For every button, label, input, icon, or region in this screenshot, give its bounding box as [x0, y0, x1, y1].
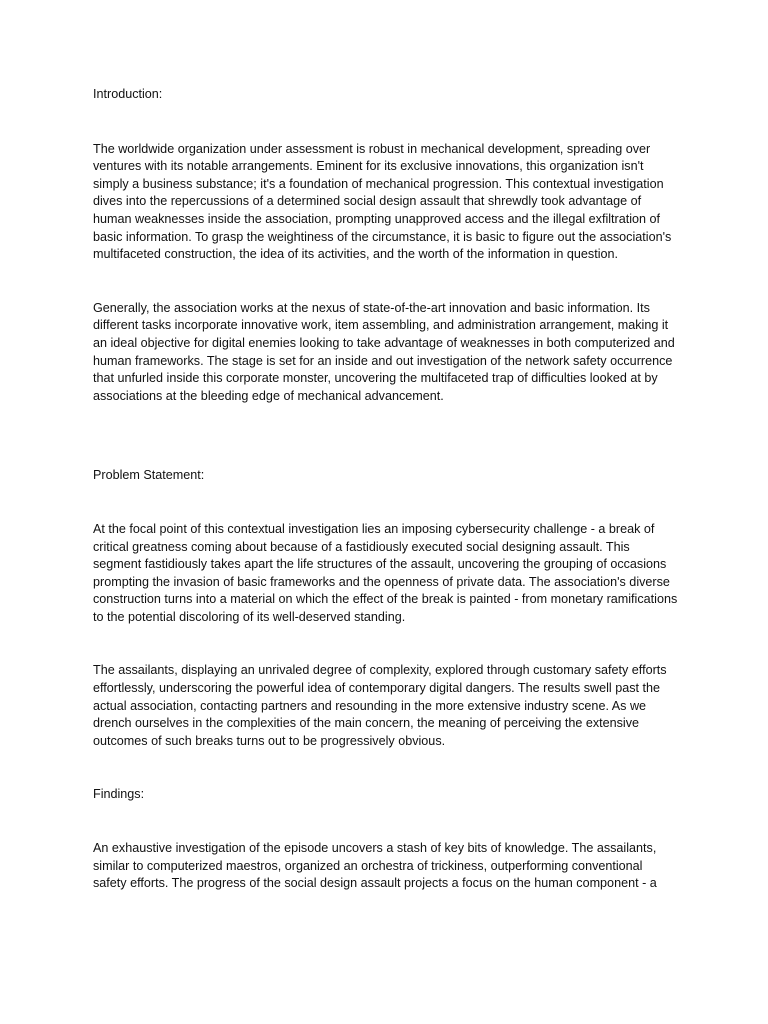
problem-statement-heading: Problem Statement: — [93, 468, 205, 483]
spacer — [93, 405, 679, 467]
findings-paragraph-1: An exhaustive investigation of the episode uncovers a stash of key bits of knowledge. The assailants, similar to computerized maestros, organized an orchestra of trickiness, outperforming conventional safety efforts. The progress of the social design assault projects a focus on the human component - a — [93, 841, 657, 891]
document-body — [93, 86, 679, 893]
problem-paragraph-1: At the focal point of this contextual investigation lies an imposing cybersecurity challenge - a break of critical greatness coming about because of a fastidiously executed social designing assault. This segment fastidiously takes apart the life structures of the assault, uncovering the grouping of occasions prompting the invasion of basic frameworks and the openness of private data. The association's diverse construction turns into a material on which the effect of the break is painted - from monetary ramifications to the potential discoloring of its well-deserved standing. — [93, 521, 678, 624]
spacer — [93, 626, 679, 662]
spacer — [93, 264, 679, 300]
introduction-heading: Introduction: — [93, 87, 163, 101]
problem-paragraph-2: The assailants, displaying an unrivaled degree of complexity, explored through customary safety efforts effortlessly, underscoring the powerful idea of contemporary digital dangers. The results swell past the actual association, contacting partners and resounding in the more extensive industry scene. As we drench ourselves in the complexities of the main concern, the meaning of perceiving the extensive outcomes of such breaks turns out to be progressively obvious. — [93, 663, 667, 748]
spacer — [93, 750, 679, 786]
spacer — [93, 485, 679, 521]
spacer — [93, 804, 679, 840]
spacer — [93, 104, 679, 141]
introduction-paragraph-2: Generally, the association works at the nexus of state-of-the-art innovation and basic information. Its different tasks incorporate innovative work, item assembling, and administration arrangement, making it an ideal objective for digital enemies looking to take advantage of weaknesses in both computerized and human frameworks. The stage is set for an inside and out investigation of the network safety occurrence that unfurled inside this corporate monster, uncovering the multifaceted trap of difficulties looked at by associations at the bleeding edge of mechanical advancement. — [93, 300, 675, 403]
introduction-paragraph-1: The worldwide organization under assessment is robust in mechanical development, spreading over ventures with its notable arrangements. Eminent for its exclusive innovations, this organization isn't simply a business substance; it's a foundation of mechanical progression. This contextual investigation dives into the repercussions of a determined social design assault that shrewdly took advantage of human weaknesses inside the association, prompting unapproved access and the illegal exfiltration of basic information. To grasp the weightiness of the circumstance, it is basic to figure out the association's multifaceted construction, the idea of its activities, and the worth of the information in question. — [93, 141, 672, 262]
findings-heading: Findings: — [93, 787, 145, 802]
